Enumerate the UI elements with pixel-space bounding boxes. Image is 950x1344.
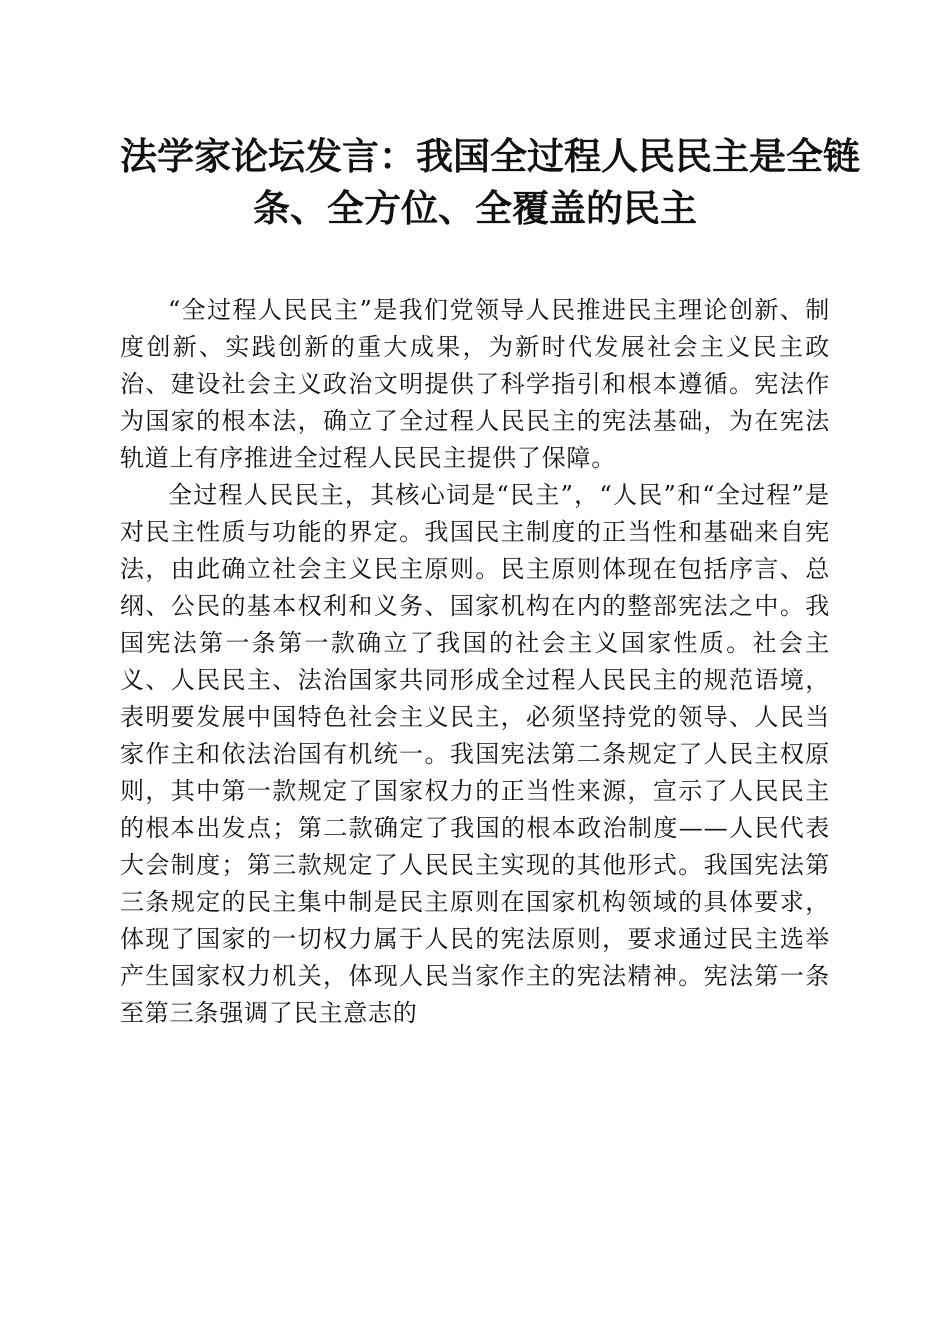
title-line-2: 条、全方位、全覆盖的民主 bbox=[253, 186, 697, 230]
paragraph-2: 全过程人民民主，其核心词是“民主”，“人民”和“全过程”是对民主性质与功能的界定。我国民主制度的正当性和基础来自宪法，由此确立社会主义民主原则。民主原则体现在包括序言、总纲、公民的基本权利和义务、国家机构在内的整部宪法之中。我国宪法第一条第一款确立了我国的社会主义国家性质。社会主义、人民民主、法治国家共同形成全过程人民民主的规范语境，表明要发展中国特色社会主义民主，必须坚持党的领导、人民当家作主和依法治国有机统一。我国宪法第二条规定了人民主权原则，其中第一款规定了国家权力的正当性来源，宣示了人民民主的根本出发点；第二款确定了我国的根本政治制度——人民代表大会制度；第三款规定了人民民主实现的其他形式。我国宪法第三条规定的民主集中制是民主原则在国家机构领域的具体要求，体现了国家的一切权力属于人民的宪法原则，要求通过民主选举产生国家权力机关，体现人民当家作主的宪法精神。宪法第一条至第三条强调了民主意志的 bbox=[120, 481, 830, 1027]
paragraph-1: “全过程人民民主”是我们党领导人民推进民主理论创新、制度创新、实践创新的重大成果，为新时代发展社会主义民主政治、建设社会主义政治文明提供了科学指引和根本遵循。宪法作为国家的根本法，确立了全过程人民民主的宪法基础，为在宪法轨道上有序推进全过程人民民主提供了保障。 bbox=[120, 296, 830, 472]
document-title bbox=[120, 130, 860, 234]
title-line-1: 法学家论坛发言：我国全过程人民民主是全链 bbox=[120, 134, 860, 178]
document-body bbox=[120, 292, 830, 1032]
